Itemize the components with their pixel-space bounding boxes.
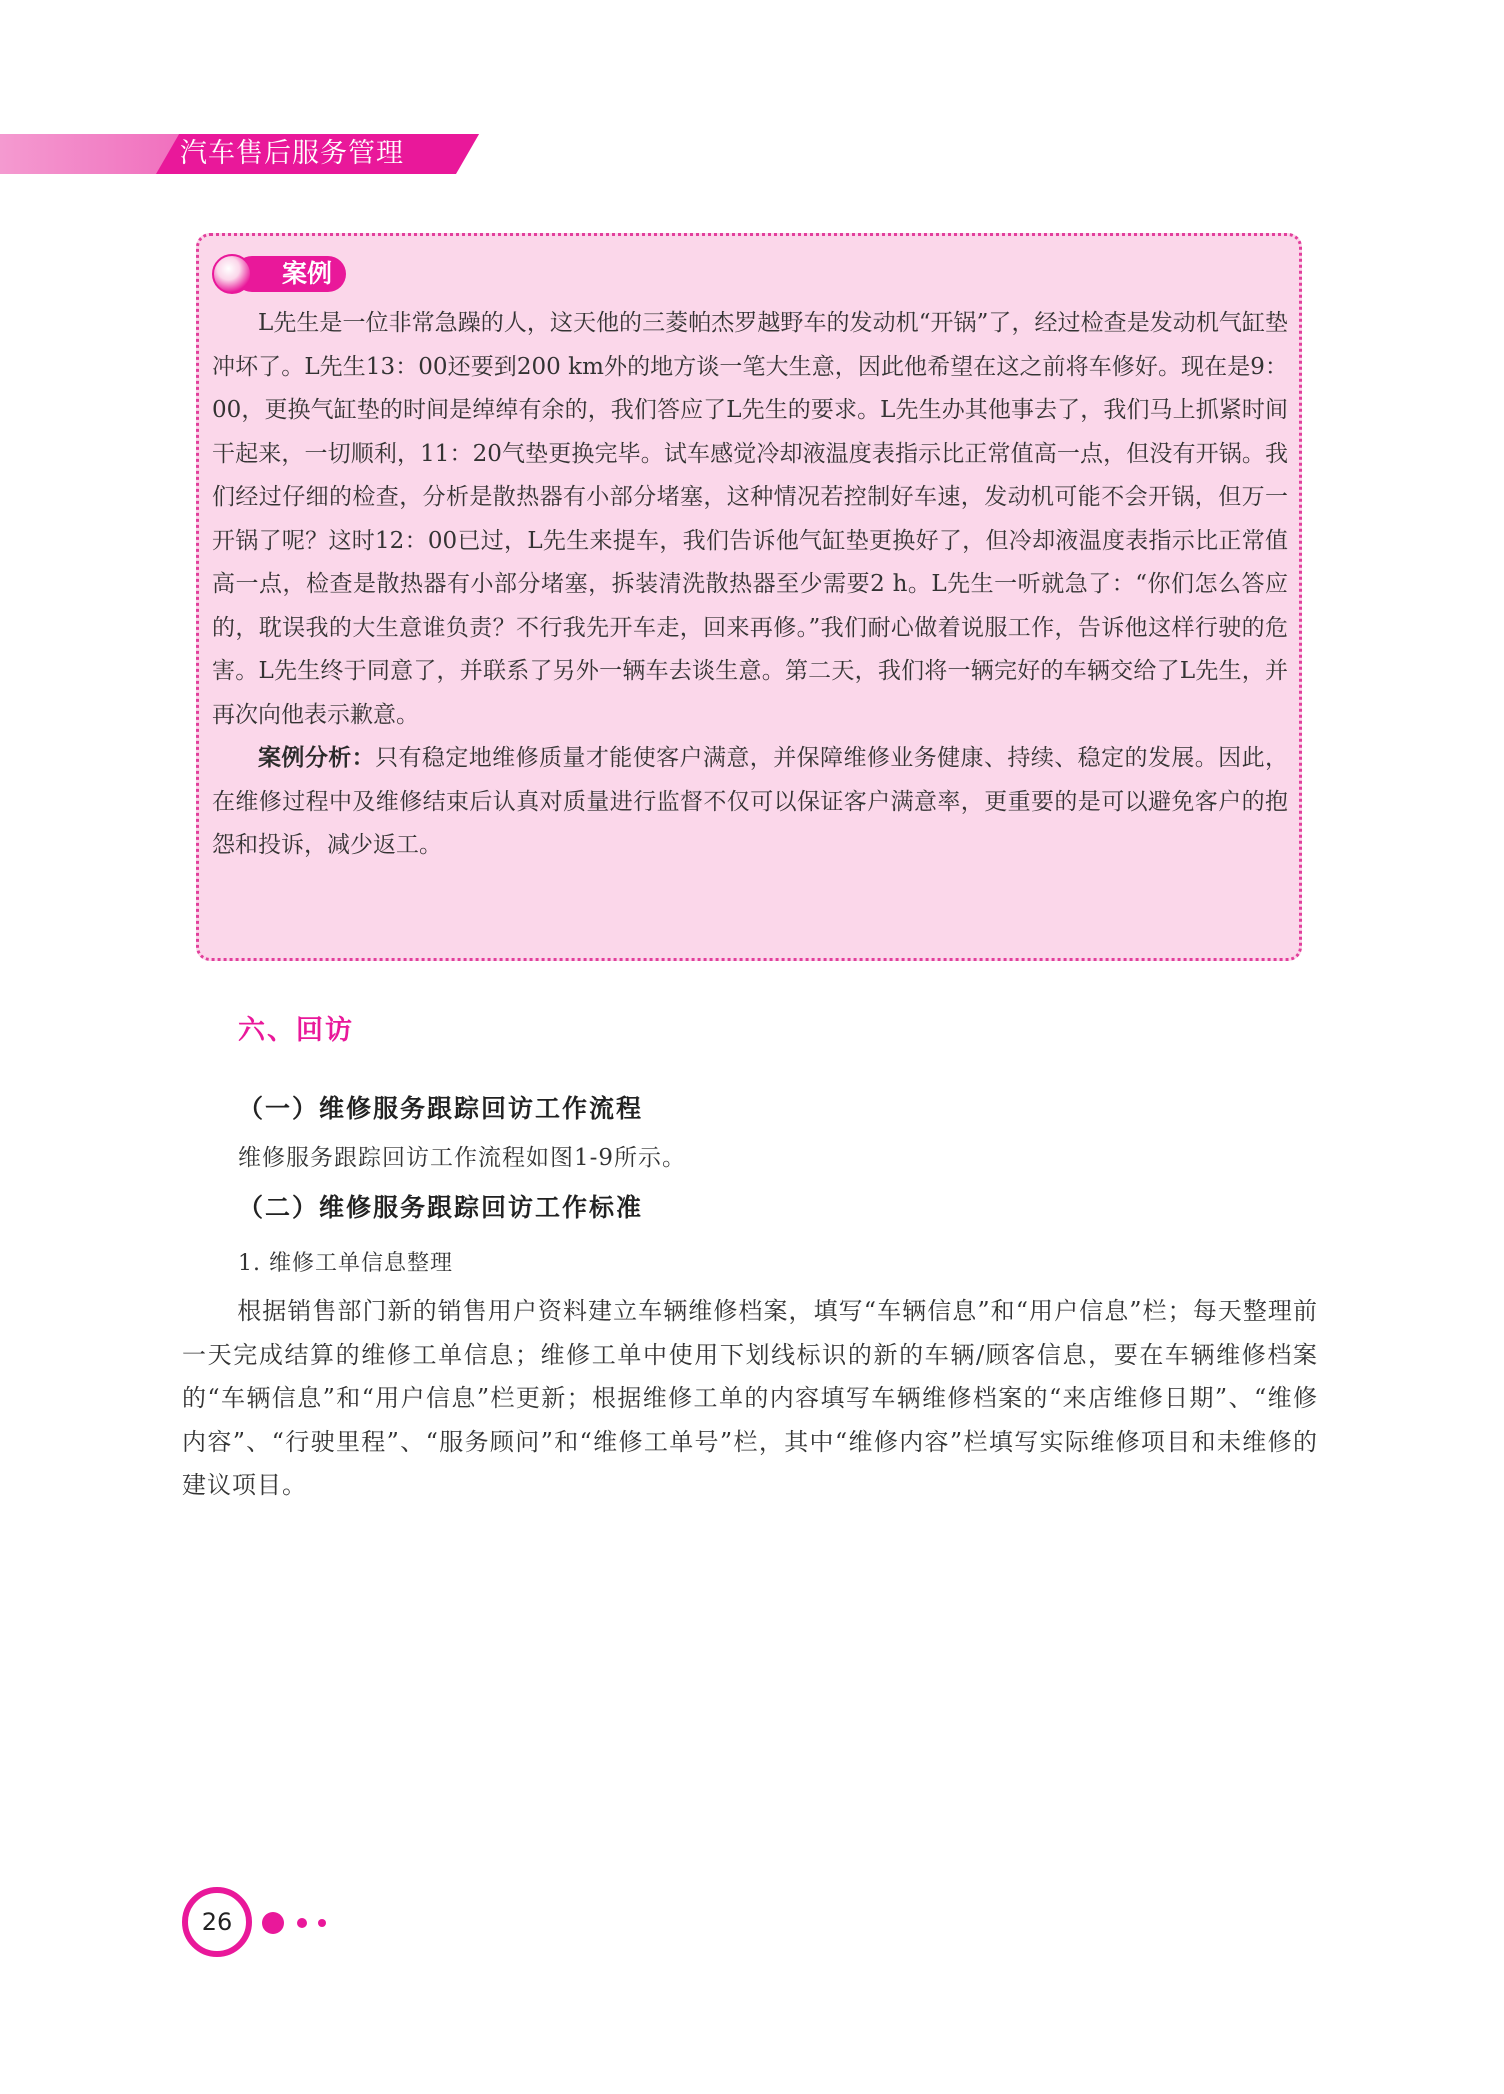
case-text — [212, 302, 1288, 868]
case-badge-label: 案例 — [282, 259, 333, 288]
body-paragraph: 根据销售部门新的销售用户资料建立车辆维修档案，填写“车辆信息”和“用户信息”栏；每天整理前一天完成结算的维修工单信息；维修工单中使用下划线标识的新的车辆/顾客信息，要在车辆维修档案的“车辆信息”和“用户信息”栏更新；根据维修工单的内容填写车辆维修档案的“来店维修日期”、“维修内容”、“行驶里程”、“服务顾问”和“维修工单号”栏，其中“维修内容”栏填写实际维修项目和未维修的建议项目。 — [182, 1297, 1318, 1499]
page-dot-small — [318, 1919, 326, 1927]
subsection-title-2: （二）维修服务跟踪回访工作标准 — [238, 1193, 644, 1222]
section-title: 六、回访 — [238, 1015, 354, 1046]
body-text — [182, 1290, 1318, 1508]
case-analysis-label: 案例分析： — [258, 745, 376, 771]
page-dot-medium — [297, 1918, 307, 1928]
page-dot-large — [262, 1912, 284, 1934]
subsection-1-text: 维修服务跟踪回访工作流程如图1-9所示。 — [238, 1145, 687, 1171]
case-badge-icon — [212, 254, 252, 294]
subsection-title-1: （一）维修服务跟踪回访工作流程 — [238, 1094, 644, 1123]
item-1-heading: 1. 维修工单信息整理 — [238, 1251, 453, 1276]
book-title: 汽车售后服务管理 — [180, 138, 404, 169]
case-paragraph: L先生是一位非常急躁的人，这天他的三菱帕杰罗越野车的发动机“开锅”了，经过检查是发动机气缸垫冲坏了。L先生13：00还要到200 km外的地方谈一笔大生意，因此他希望在这之前将车修好。现在是9：00，更换气缸垫的时间是绰绰有余的，我们答应了L先生的要求。L先生办其他事去了，我们马上抓紧时间干起来，一切顺利，11：20气垫更换完毕。试车感觉冷却液温度表指示比正常值高一点，但没有开锅。我们经过仔细的检查，分析是散热器有小部分堵塞，这种情况若控制好车速，发动机可能不会开锅，但万一开锅了呢？这时12：00已过，L先生来提车，我们告诉他气缸垫更换好了，但冷却液温度表指示比正常值高一点，检查是散热器有小部分堵塞，拆装清洗散热器至少需要2 h。L先生一听就急了：“你们怎么答应的，耽误我的大生意谁负责？不行我先开车走，回来再修。”我们耐心做着说服工作，告诉他这样行驶的危害。L先生终于同意了，并联系了另外一辆车去谈生意。第二天，我们将一辆完好的车辆交给了L先生，并再次向他表示歉意。 — [212, 310, 1288, 728]
case-analysis-text: 只有稳定地维修质量才能使客户满意，并保障维修业务健康、持续、稳定的发展。因此，在维修过程中及维修结束后认真对质量进行监督不仅可以保证客户满意率，更重要的是可以避免客户的抱怨和投诉，减少返工。 — [212, 745, 1289, 858]
case-badge — [212, 254, 346, 294]
case-analysis — [212, 737, 1288, 868]
page-number: 26 — [201, 1908, 233, 1936]
